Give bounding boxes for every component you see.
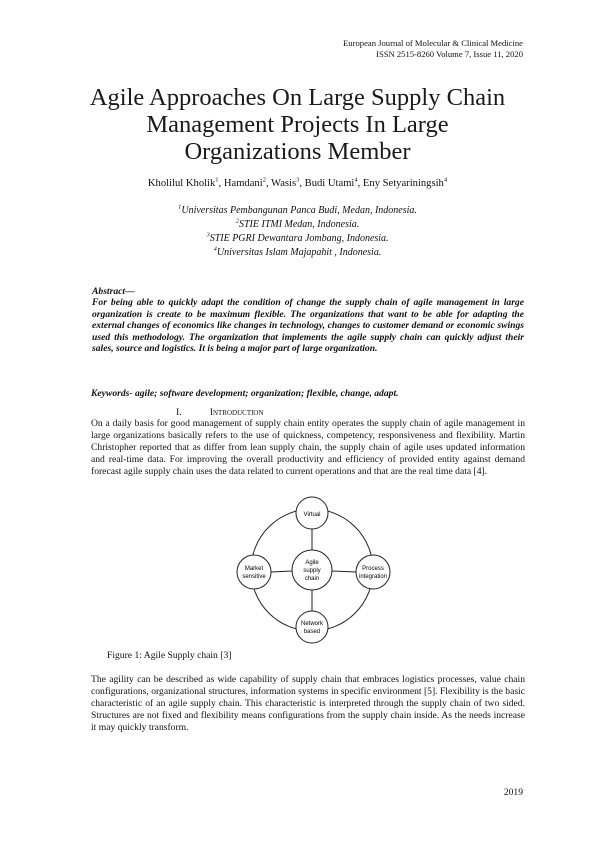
affiliation [60,233,535,244]
issn-volume: ISSN 2515-8260 Volume 7, Issue 11, 2020 [376,49,523,59]
author-name: Wasis [271,178,297,189]
affiliation [60,219,535,230]
body-paragraph: The agility can be described as wide capability of supply chain that embraces logistics processes, value chain configurations, organizational structures, information systems in specific environment [5]. Flexibility is the basic characteristic of an agile supply chain. This characteristic is interpreted through the supply chain of two sided. Structures are not fixed and flexibility means configurations from the supply chain inside. As the needs increase it may quickly transform. [91,674,525,733]
affiliation [60,247,535,258]
affiliation-text: STIE PGRI Dewantara Jombang, Indonesia. [209,233,389,244]
connector-right [332,571,356,572]
page-number: 2019 [503,787,523,798]
node-label: Market [244,566,264,572]
section-title: Introduction [209,407,264,418]
node-label: Process [362,566,384,572]
affiliation-text: STIE ITMI Medan, Indonesia. [238,219,360,230]
bottom-node [296,611,328,643]
right-node [356,555,390,589]
node-label: chain [304,576,320,582]
node-label: Network [300,621,324,627]
author-list: Kholilul Kholik$^1$, Hamdani$^2$, Wasis$^3$, Budi Utami$^4$, Eny Setyariningsih$^4$ [147,176,448,189]
author-name: Budi Utami [304,178,355,189]
affiliation-sup: 4 [213,245,217,253]
affiliation-sup: 2 [235,217,239,225]
affiliation-text: Universitas Pembangunan Panca Budi, Medan, Indonesia. [181,205,417,216]
affiliation-sup: 3 [206,231,210,239]
left-node [237,555,271,589]
author-sup: 4 [354,176,358,184]
author-name: Eny Setyariningsih [362,178,444,189]
author-sup: 3 [296,176,300,184]
node-label: supply [303,568,321,574]
author-sup: 4 [443,176,448,184]
title-line: Management Projects In Large [146,111,449,138]
node-label: Virtual [303,512,321,518]
journal-name: European Journal of Molecular & Clinical Medicine [343,38,523,48]
keywords: Keywords- agile; software development; organization; flexible, change, adapt. [91,388,399,399]
connector-left [271,571,292,572]
node-label: sensitive [242,574,266,580]
title-line: Organizations Member [184,138,411,165]
node-label: integration [358,574,388,580]
figure-caption: Figure 1: Agile Supply chain [3] [107,650,232,661]
agile-supply-chain-diagram [228,494,392,644]
author-sup: 2 [262,176,266,184]
author-name: Hamdani [223,178,263,189]
affiliation-sup: 1 [178,203,182,211]
body-paragraph: On a daily basis for good management of supply chain entity operates the supply chain of agile management in large organizations basically refers to the use of quickness, competency, responsiveness and flexibility. Martin Christopher reported that as differ from lean supply chain, the supply chain of agile uses updated information and real-time data. For improving the overall productivity and efficiency of provided entity against demand forecast agile supply chain uses the data related to current operations and that are the real time data [4]. [91,418,525,477]
section-number: I. [176,407,182,418]
author-sup: 1 [215,176,219,184]
affiliation-text: Universitas Islam Majapahit , Indonesia. [216,247,382,258]
node-label: Agile [305,560,319,566]
section-heading [176,407,264,418]
author-name: Kholilul Kholik [147,178,216,189]
affiliation [60,205,535,216]
abstract-heading: Abstract— [92,286,135,297]
title-line: Agile Approaches On Large Supply Chain [89,84,506,111]
abstract-text: For being able to quickly adapt the condition of change the supply chain of agile management in large organization is create to be maximum flexible. The organizations that want to be able for adapting the external changes of economics like changes in technology, changes to customer demand or economic swings used this methodology. The organization that implements the agile supply chain can quickly adjust their sales, source and logistics. It is being a major part of large organization. [92,297,524,355]
node-label: based [303,629,321,635]
paper-title [60,84,535,165]
